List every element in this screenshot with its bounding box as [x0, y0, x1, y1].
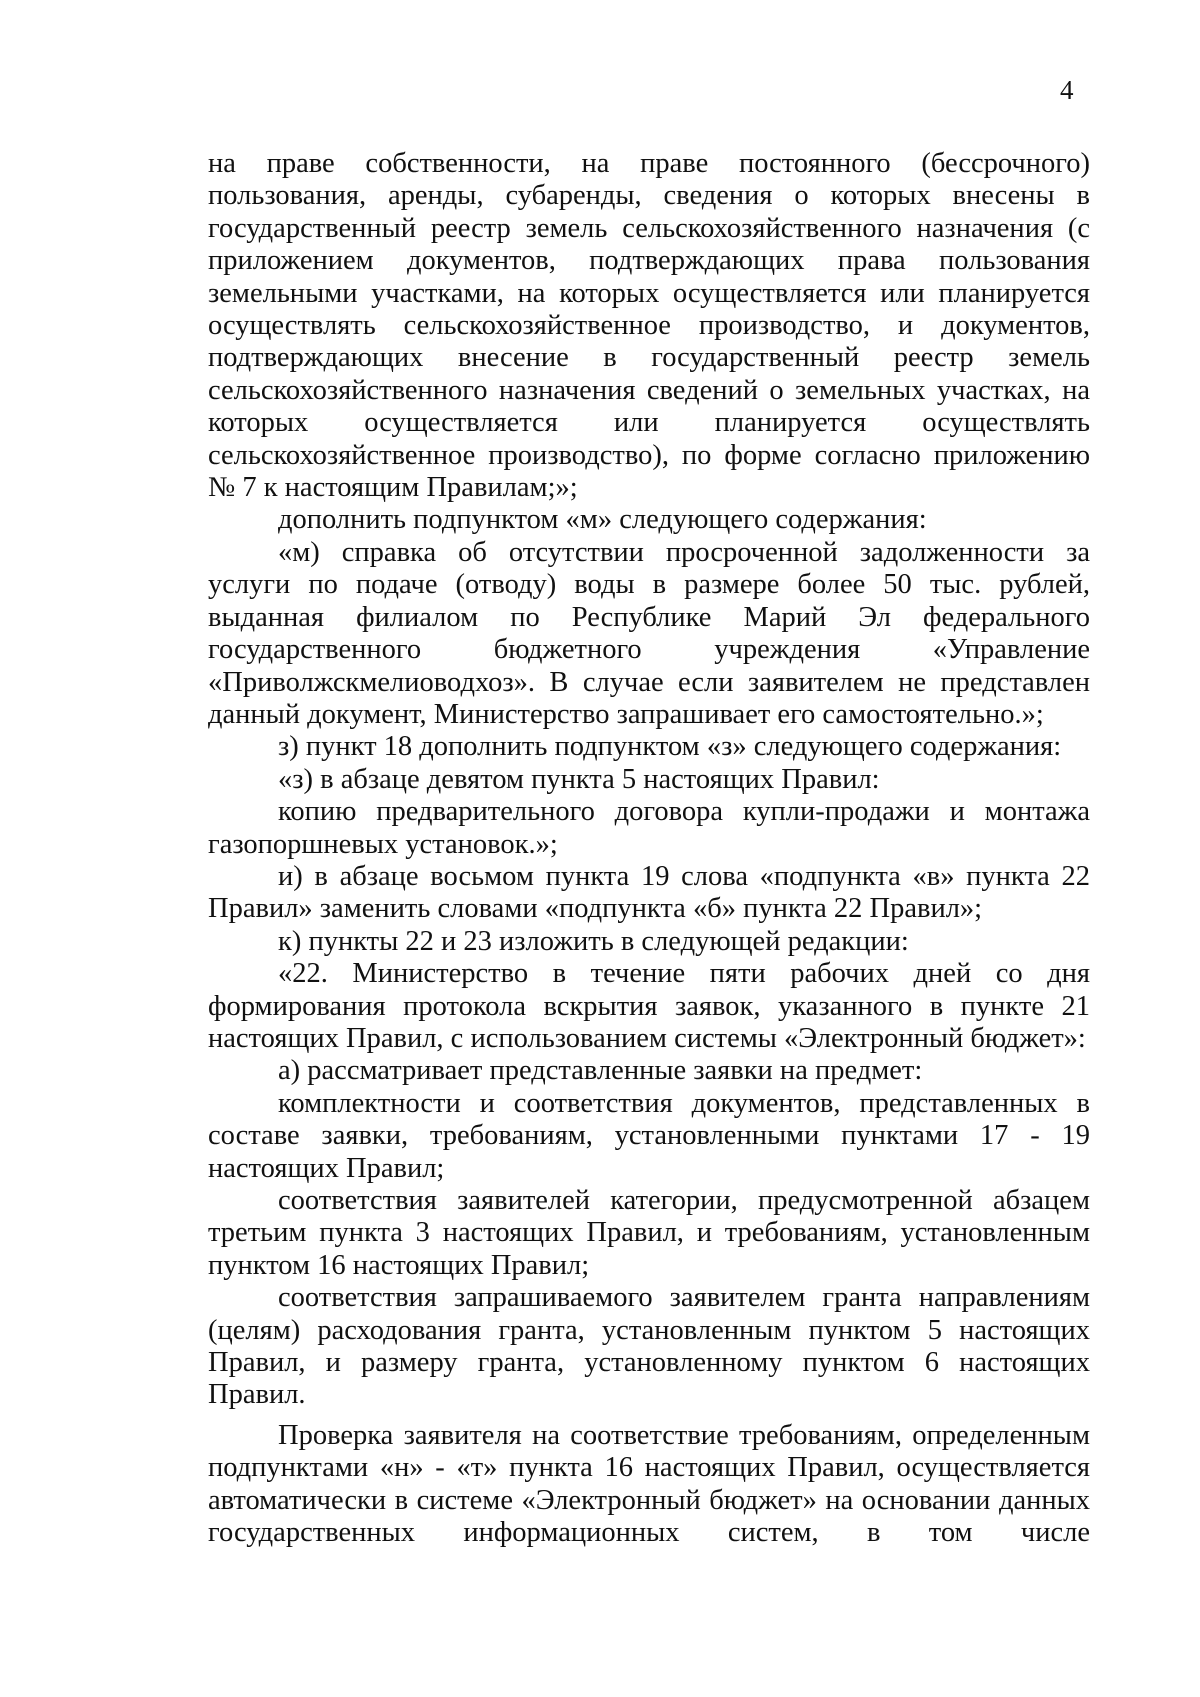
paragraph: Проверка заявителя на соответствие требованиям, определенным подпунктами «н» - «т» пункта 16 настоящих Правил, осуществляется автоматически в системе «Электронный бюджет» на основании данных государственных информационных систем, в том числе	[208, 1419, 1090, 1549]
document-body	[208, 148, 1090, 1549]
paragraph: «22. Министерство в течение пяти рабочих дней со дня формирования протокола вскрытия заявок, указанного в пункте 21 настоящих Правил, с использованием системы «Электронный бюджет»:	[208, 958, 1090, 1054]
paragraph: «з) в абзаце девятом пункта 5 настоящих Правил:	[278, 763, 880, 795]
paragraph: соответствия заявителей категории, предусмотренной абзацем третьим пункта 3 настоящих Правил, и требованиям, установленным пунктом 16 настоящих Правил;	[208, 1185, 1090, 1281]
paragraph: «м) справка об отсутствии просроченной задолженности за услуги по подаче (отводу) воды в размере более 50 тыс. рублей, выданная филиалом по Республике Марий Эл федерального государственного бюджетного учреждения «Управление «Приволжскмелиоводхоз». В случае если заявителем не представлен данный документ, Министерство запрашивает его самостоятельно.»;	[208, 536, 1090, 730]
paragraph: соответствия запрашиваемого заявителем гранта направлениям (целям) расходования гранта, установленным пунктом 5 настоящих Правил, и размеру гранта, установленному пунктом 6 настоящих Правил.	[208, 1282, 1090, 1411]
paragraph: з) пункт 18 дополнить подпунктом «з» следующего содержания:	[278, 731, 1062, 763]
paragraph: и) в абзаце восьмом пункта 19 слова «подпункта «в» пункта 22 Правил» заменить словами «подпункта «б» пункта 22 Правил»;	[208, 860, 1090, 925]
paragraph: комплектности и соответствия документов, представленных в составе заявки, требованиям, установленными пунктами 17 - 19 настоящих Правил;	[208, 1087, 1090, 1184]
paragraph: на праве собственности, на праве постоянного (бессрочного) пользования, аренды, субаренды, сведения о которых внесены в государственный реестр земель сельскохозяйственного назначения (с приложением документов, подтверждающих права пользования земельными участками, на которых осуществляется или планируется осуществлять сельскохозяйственное производство, и документов, подтверждающих внесение в государственный реестр земель сельскохозяйственного назначения сведений о земельных участках, на которых осуществляется или планируется осуществлять сельскохозяйственное производство), по форме согласно приложению № 7 к настоящим Правилам;»;	[208, 148, 1090, 504]
page-number: 4	[1060, 75, 1074, 105]
paragraph: копию предварительного договора купли-продажи и монтажа газопоршневых установок.»;	[208, 796, 1090, 860]
paragraph: дополнить подпунктом «м» следующего содержания:	[278, 504, 927, 536]
paragraph: к) пункты 22 и 23 изложить в следующей редакции:	[278, 925, 909, 957]
paragraph: а) рассматривает представленные заявки на предмет:	[278, 1055, 923, 1087]
